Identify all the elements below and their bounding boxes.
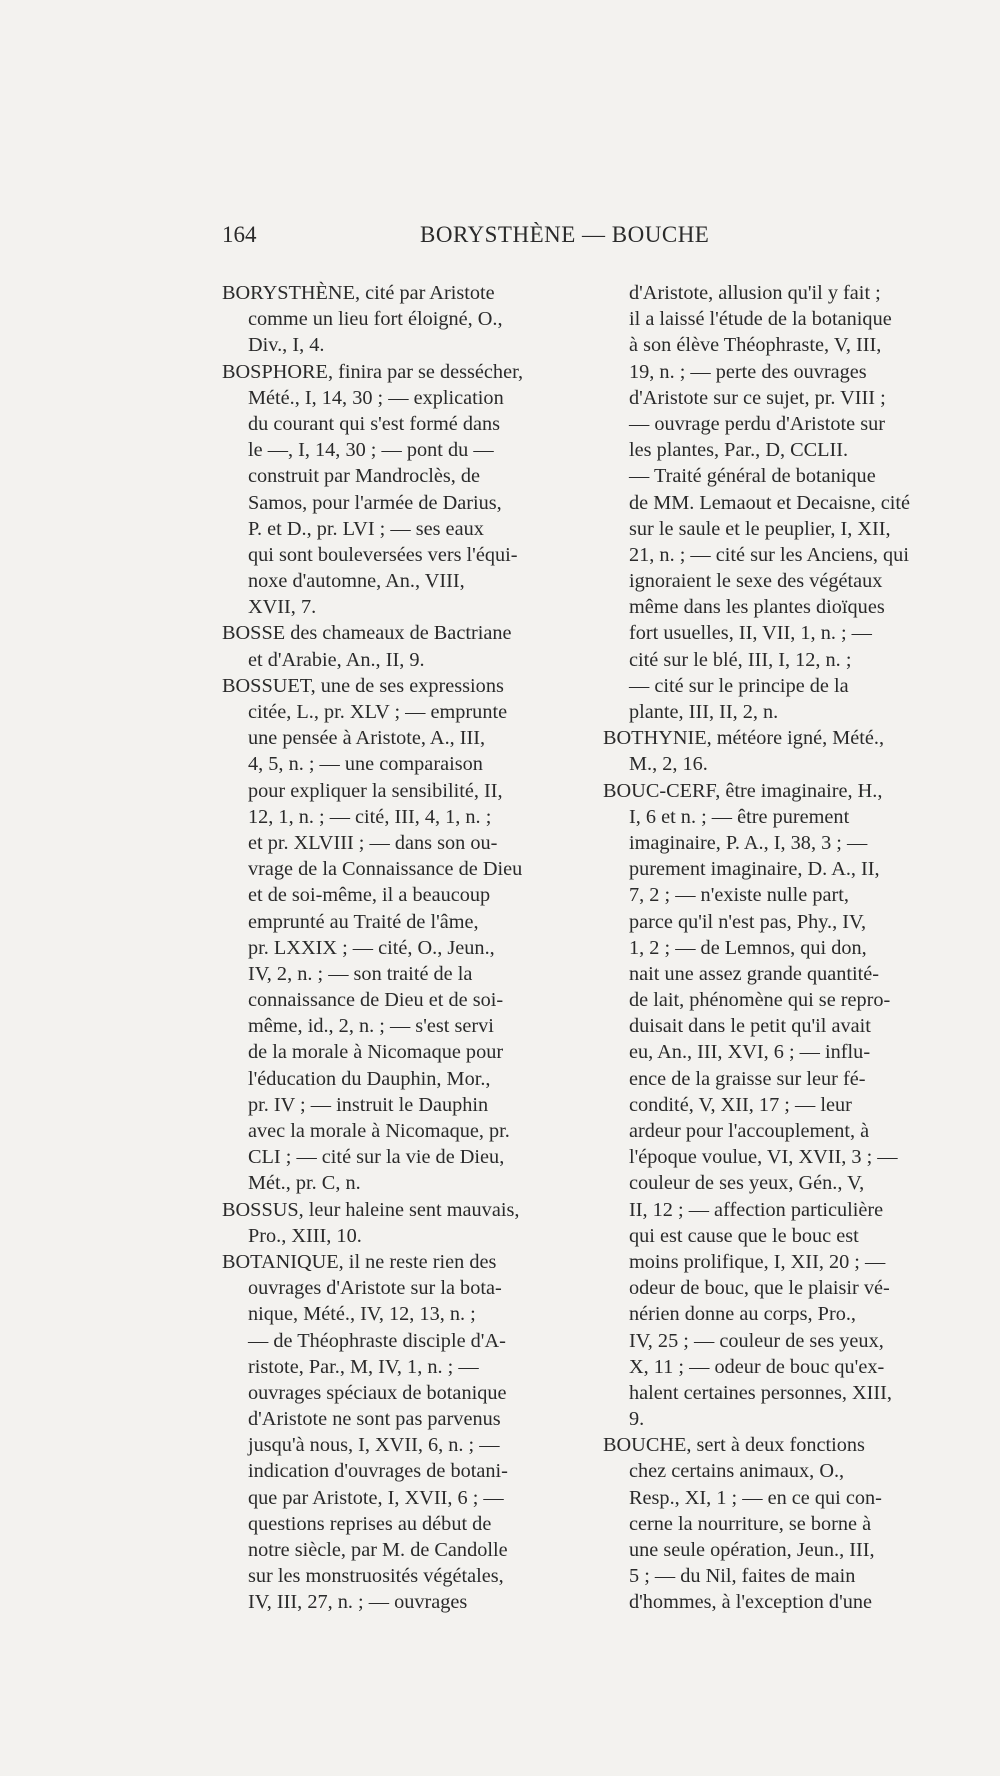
- index-continuation-line: même, id., 2, n. ; — s'est servi: [248, 1015, 494, 1038]
- index-continuation-line: sur le saule et le peuplier, I, XII,: [629, 517, 891, 540]
- page-number: 164: [222, 222, 257, 247]
- index-continuation-line: ence de la graisse sur leur fé-: [629, 1067, 866, 1090]
- index-continuation-line: d'Aristote sur ce sujet, pr. VIII ;: [629, 386, 886, 409]
- index-continuation-line: d'hommes, à l'exception d'une: [629, 1591, 873, 1614]
- index-continuation-line: ouvrages d'Aristote sur la bota-: [248, 1277, 502, 1300]
- index-continuation-line: IV, 25 ; — couleur de ses yeux,: [629, 1329, 884, 1352]
- index-continuation-line: plante, III, II, 2, n.: [629, 701, 779, 723]
- index-continuation-line: Mét., pr. C, n.: [248, 1172, 361, 1195]
- index-continuation-line: et d'Arabie, An., II, 9.: [248, 648, 425, 671]
- index-continuation-line: les plantes, Par., D, CCLII.: [629, 439, 849, 462]
- index-entry-line: BOSPHORE, finira par se dessécher,: [222, 360, 524, 383]
- index-continuation-line: avec la morale à Nicomaque, pr.: [248, 1120, 510, 1142]
- index-continuation-line: parce qu'il n'est pas, Phy., IV,: [629, 910, 867, 933]
- left-column: [222, 280, 567, 1616]
- index-continuation-line: P. et D., pr. LVI ; — ses eaux: [248, 517, 484, 540]
- index-continuation-line: une seule opération, Jeun., III,: [629, 1539, 875, 1561]
- index-continuation-line: et de soi-même, il a beaucoup: [248, 884, 491, 907]
- index-continuation-line: CLI ; — cité sur la vie de Dieu,: [248, 1146, 505, 1169]
- index-continuation-line: halent certaines personnes, XIII,: [629, 1381, 892, 1404]
- index-continuation-line: qui sont bouleversées vers l'équi-: [248, 543, 518, 566]
- index-continuation-line: I, 6 et n. ; — être purement: [629, 805, 850, 828]
- index-continuation-line: à son élève Théophraste, V, III,: [629, 334, 882, 357]
- index-continuation-line: l'époque voulue, VI, XVII, 3 ; —: [629, 1146, 898, 1169]
- index-continuation-line: l'éducation du Dauphin, Mor.,: [248, 1067, 491, 1090]
- index-continuation-line: pour expliquer la sensibilité, II,: [248, 779, 503, 802]
- index-continuation-line: d'Aristote, allusion qu'il y fait ;: [629, 282, 881, 304]
- index-continuation-line: emprunté au Traité de l'âme,: [248, 910, 479, 933]
- index-continuation-line: — Traité général de botanique: [629, 465, 876, 488]
- index-continuation-line: nique, Mété., IV, 12, 13, n. ;: [248, 1303, 476, 1326]
- index-continuation-line: fort usuelles, II, VII, 1, n. ; —: [629, 622, 872, 645]
- running-title: BORYSTHÈNE — BOUCHE: [420, 222, 710, 247]
- index-continuation-line: 12, 1, n. ; — cité, III, 4, 1, n. ;: [248, 805, 492, 828]
- index-continuation-line: 7, 2 ; — n'existe nulle part,: [629, 884, 849, 907]
- index-continuation-line: ristote, Par., M, IV, 1, n. ; —: [248, 1355, 479, 1378]
- index-continuation-line: purement imaginaire, D. A., II,: [629, 858, 880, 881]
- index-continuation-line: 4, 5, n. ; — une comparaison: [248, 753, 483, 776]
- index-continuation-line: de la morale à Nicomaque pour: [248, 1041, 504, 1064]
- index-continuation-line: il a laissé l'étude de la botanique: [629, 308, 892, 331]
- index-continuation-line: 9.: [629, 1408, 645, 1431]
- index-continuation-line: même dans les plantes dioïques: [629, 596, 885, 619]
- index-continuation-line: Samos, pour l'armée de Darius,: [248, 491, 502, 514]
- index-continuation-line: pr. IV ; — instruit le Dauphin: [248, 1093, 489, 1116]
- index-continuation-line: cerne la nourriture, se borne à: [629, 1512, 872, 1535]
- index-entry-line: BOTHYNIE, météore igné, Mété.,: [603, 727, 885, 750]
- index-entry-line: BORYSTHÈNE, cité par Aristote: [222, 282, 495, 304]
- index-continuation-line: notre siècle, par M. de Candolle: [248, 1539, 508, 1561]
- index-continuation-line: couleur de ses yeux, Gén., V,: [629, 1172, 865, 1195]
- index-continuation-line: nérien donne au corps, Pro.,: [629, 1303, 856, 1326]
- index-continuation-line: du courant qui s'est formé dans: [248, 412, 501, 435]
- index-continuation-line: construit par Mandroclès, de: [248, 465, 481, 488]
- index-continuation-line: moins prolifique, I, XII, 20 ; —: [629, 1250, 886, 1273]
- index-continuation-line: sur les monstruosités végétales,: [248, 1565, 504, 1588]
- index-entry-line: BOUCHE, sert à deux fonctions: [603, 1434, 865, 1457]
- right-column: [603, 280, 943, 1616]
- index-continuation-line: questions reprises au début de: [248, 1512, 492, 1535]
- index-continuation-line: que par Aristote, I, XVII, 6 ; —: [248, 1486, 504, 1509]
- index-continuation-line: ignoraient le sexe des végétaux: [629, 570, 883, 593]
- index-continuation-line: de lait, phénomène qui se repro-: [629, 989, 891, 1012]
- index-continuation-line: 1, 2 ; — de Lemnos, qui don,: [629, 936, 867, 959]
- index-continuation-line: vrage de la Connaissance de Dieu: [248, 858, 523, 881]
- index-continuation-line: qui est cause que le bouc est: [629, 1224, 859, 1247]
- index-continuation-line: Mété., I, 14, 30 ; — explication: [248, 386, 504, 409]
- index-continuation-line: ouvrages spéciaux de botanique: [248, 1381, 507, 1404]
- index-continuation-line: citée, L., pr. XLV ; — emprunte: [248, 701, 508, 723]
- index-entry-line: BOSSE des chameaux de Bactriane: [222, 622, 512, 645]
- index-continuation-line: 19, n. ; — perte des ouvrages: [629, 360, 867, 383]
- index-continuation-line: ardeur pour l'accouplement, à: [629, 1120, 870, 1142]
- index-continuation-line: et pr. XLVIII ; — dans son ou-: [248, 831, 498, 854]
- index-continuation-line: le —, I, 14, 30 ; — pont du —: [248, 439, 494, 462]
- index-continuation-line: pr. LXXIX ; — cité, O., Jeun.,: [248, 936, 495, 959]
- index-continuation-line: comme un lieu fort éloigné, O.,: [248, 308, 503, 331]
- index-continuation-line: d'Aristote ne sont pas parvenus: [248, 1408, 501, 1431]
- index-continuation-line: condité, V, XII, 17 ; — leur: [629, 1093, 852, 1116]
- index-entry-line: BOSSUS, leur haleine sent mauvais,: [222, 1198, 520, 1221]
- index-continuation-line: odeur de bouc, que le plaisir vé-: [629, 1277, 890, 1300]
- index-continuation-line: — cité sur le principe de la: [629, 674, 849, 697]
- index-continuation-line: Resp., XI, 1 ; — en ce qui con-: [629, 1486, 882, 1509]
- index-continuation-line: M., 2, 16.: [629, 753, 708, 776]
- index-continuation-line: de MM. Lemaout et Decaisne, cité: [629, 491, 911, 514]
- index-continuation-line: Div., I, 4.: [248, 334, 325, 357]
- index-continuation-line: II, 12 ; — affection particulière: [629, 1198, 884, 1221]
- index-continuation-line: XVII, 7.: [248, 596, 317, 619]
- index-continuation-line: IV, 2, n. ; — son traité de la: [248, 962, 473, 985]
- index-continuation-line: X, 11 ; — odeur de bouc qu'ex-: [629, 1355, 885, 1378]
- index-continuation-line: nait une assez grande quantité-: [629, 962, 880, 985]
- index-continuation-line: imaginaire, P. A., I, 38, 3 ; —: [629, 831, 868, 854]
- index-continuation-line: indication d'ouvrages de botani-: [248, 1460, 508, 1483]
- index-continuation-line: 21, n. ; — cité sur les Anciens, qui: [629, 543, 909, 566]
- index-continuation-line: 5 ; — du Nil, faites de main: [629, 1565, 856, 1588]
- index-entry-line: BOSSUET, une de ses expressions: [222, 674, 504, 697]
- index-continuation-line: — de Théophraste disciple d'A-: [248, 1329, 506, 1352]
- index-continuation-line: noxe d'automne, An., VIII,: [248, 570, 465, 593]
- index-continuation-line: cité sur le blé, III, I, 12, n. ;: [629, 648, 852, 671]
- index-continuation-line: eu, An., III, XVI, 6 ; — influ-: [629, 1041, 871, 1064]
- index-continuation-line: chez certains animaux, O.,: [629, 1460, 845, 1483]
- index-continuation-line: connaissance de Dieu et de soi-: [248, 989, 504, 1012]
- index-continuation-line: Pro., XIII, 10.: [248, 1224, 362, 1247]
- index-continuation-line: jusqu'à nous, I, XVII, 6, n. ; —: [248, 1434, 500, 1457]
- index-continuation-line: une pensée à Aristote, A., III,: [248, 727, 486, 750]
- index-continuation-line: duisait dans le petit qu'il avait: [629, 1015, 871, 1038]
- index-continuation-line: — ouvrage perdu d'Aristote sur: [629, 412, 885, 435]
- running-header: [0, 222, 1000, 262]
- index-entry-line: BOUC-CERF, être imaginaire, H.,: [603, 779, 883, 802]
- index-continuation-line: IV, III, 27, n. ; — ouvrages: [248, 1591, 468, 1614]
- index-entry-line: BOTANIQUE, il ne reste rien des: [222, 1250, 497, 1273]
